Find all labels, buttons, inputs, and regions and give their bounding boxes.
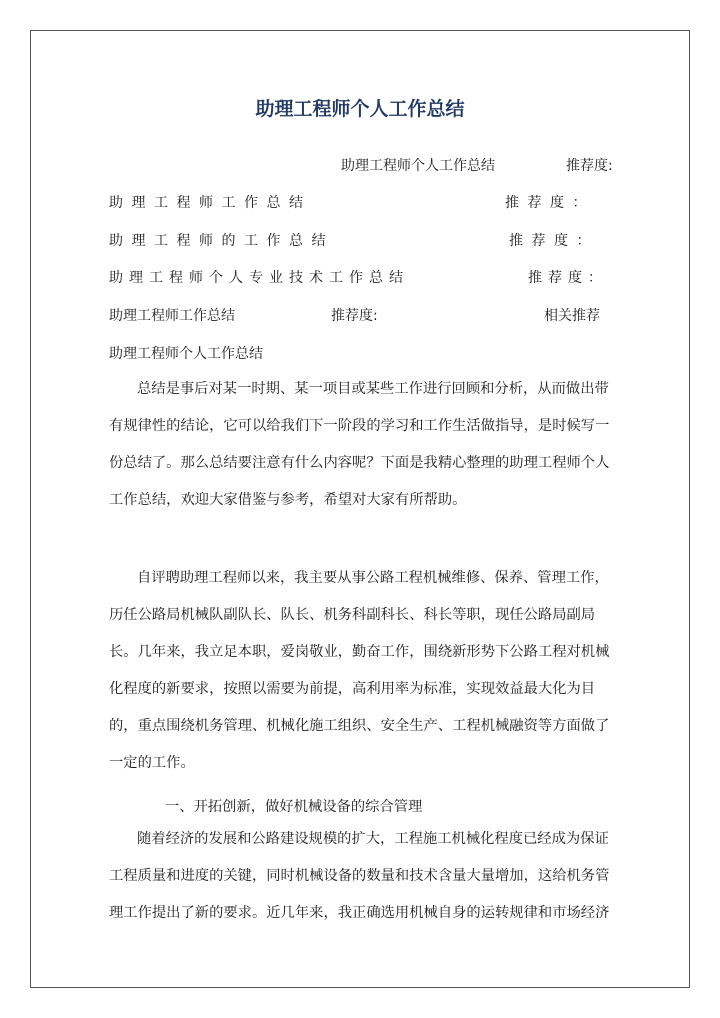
related-item-1-title[interactable]: 助理工程师个人工作总结 xyxy=(341,158,495,174)
related-item-3-title[interactable]: 助理工程师的工作总结 xyxy=(109,233,334,249)
body-paragraph-2: 随着经济的发展和公路建设规模的扩大，工程施工机械化程度已经成为保证工程质量和进度的关键，同时机械设备的数量和技术含量大量增加，这给机务管理工作提出了新的要求。近几年来，我正确选用机械自身的运转规律和市场经济 xyxy=(109,831,610,921)
related-item-4-rating: 推荐度： xyxy=(528,270,608,286)
document-title: 助理工程师个人工作总结 xyxy=(255,98,465,120)
body-paragraph-1: 自评聘助理工程师以来，我主要从事公路工程机械维修、保养、管理工作，历任公路局机械队副队长、队长、机务科副科长、科长等职，现任公路局副局长。几年来，我立足本职，爱岗敬业，勤奋工作，围绕新形势下公路工程对机械化程度的新要求，按照以需要为前提，高利用率为标准，实现效益最大化为目的，重点围绕机务管理、机械化施工组织、安全生产、工程机械融资等方面做了一定的工作。 xyxy=(109,570,610,771)
related-item-1-rating: 推荐度: xyxy=(566,158,613,174)
document-subtitle: 助理工程师个人工作总结 xyxy=(109,346,263,362)
intro-paragraph: 总结是事后对某一时期、某一项目或某些工作进行回顾和分析，从而做出带有规律性的结论，它可以给我们下一阶段的学习和工作生活做指导，是时候写一份总结了。那么总结要注意有什么内容呢？下面是我精心整理的助理工程师个人工作总结，欢迎大家借鉴与参考，希望对大家有所帮助。 xyxy=(109,381,610,508)
related-item-2-rating: 推荐度： xyxy=(505,195,595,211)
related-recommend-label[interactable]: 相关推荐 xyxy=(544,308,600,324)
related-item-5-rating: 推荐度: xyxy=(331,308,378,324)
related-item-5-title[interactable]: 助理工程师工作总结 xyxy=(109,308,235,324)
related-item-2-title[interactable]: 助理工程师工作总结 xyxy=(109,195,312,211)
section-1-heading: 一、开拓创新，做好机械设备的综合管理 xyxy=(165,799,423,815)
related-item-3-rating: 推荐度： xyxy=(509,233,599,249)
related-item-4-title[interactable]: 助理工程师个人专业技术工作总结 xyxy=(109,270,409,286)
